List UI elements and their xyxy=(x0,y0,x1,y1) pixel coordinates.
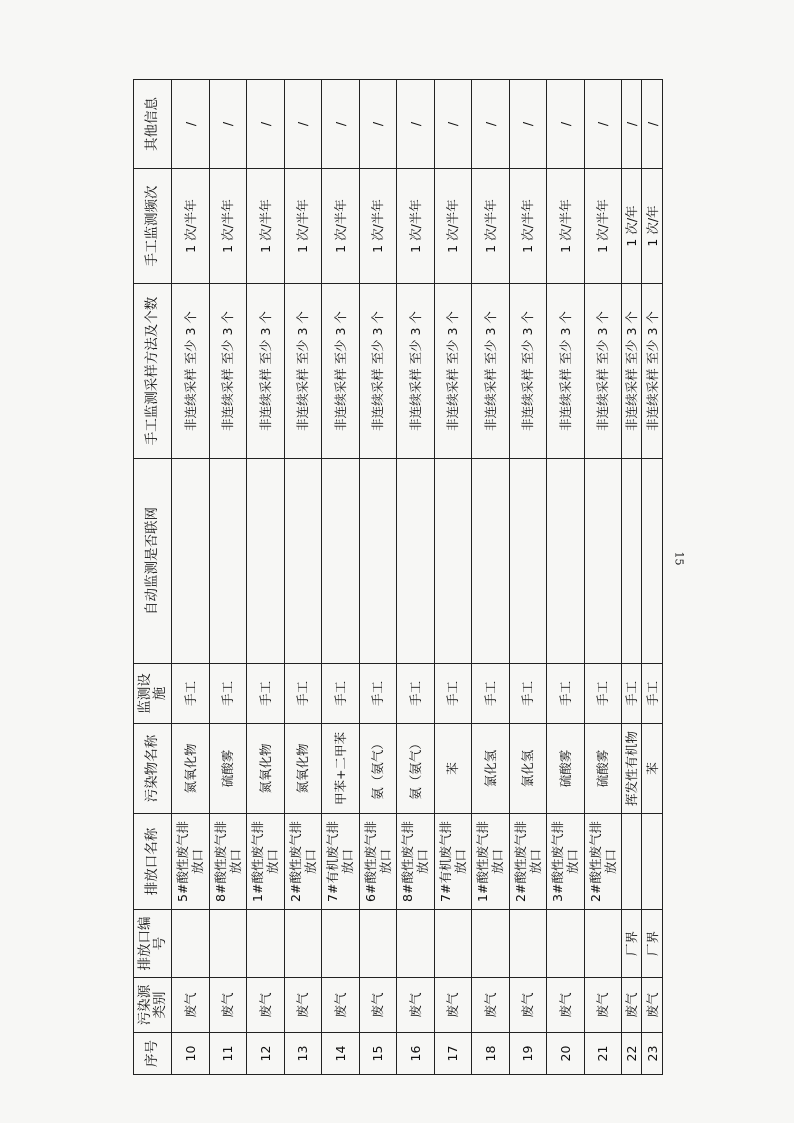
table-row xyxy=(247,80,285,1075)
other-info-cell: / xyxy=(247,80,285,169)
sampling-cell: 非连续采样 至少 3 个 xyxy=(209,284,247,459)
outlet-name-cell: 1#酸性废气排放口 xyxy=(472,814,510,910)
frequency-cell: 1 次/年 xyxy=(642,169,663,284)
sampling-cell: 非连续采样 至少 3 个 xyxy=(247,284,285,459)
pollutant-cell: 氯化氢 xyxy=(472,724,510,814)
row-number-cell: 18 xyxy=(472,1033,510,1075)
outlet-name-cell xyxy=(642,814,663,910)
frequency-cell: 1 次/半年 xyxy=(322,169,360,284)
outlet-name-cell: 6#酸性废气排放口 xyxy=(359,814,397,910)
row-number-cell: 11 xyxy=(209,1033,247,1075)
facility-cell: 手工 xyxy=(172,664,210,724)
category-cell: 废气 xyxy=(584,978,622,1033)
outlet-code-cell xyxy=(472,910,510,978)
frequency-cell: 1 次/半年 xyxy=(209,169,247,284)
table-row xyxy=(284,80,322,1075)
auto-network-cell xyxy=(584,459,622,664)
header-cell: 手工监测频次 xyxy=(134,169,172,284)
category-cell: 废气 xyxy=(472,978,510,1033)
outlet-code-cell xyxy=(584,910,622,978)
category-cell: 废气 xyxy=(622,978,642,1033)
category-cell: 废气 xyxy=(247,978,285,1033)
facility-cell: 手工 xyxy=(247,664,285,724)
auto-network-cell xyxy=(284,459,322,664)
facility-cell: 手工 xyxy=(322,664,360,724)
facility-cell: 手工 xyxy=(209,664,247,724)
table-row xyxy=(322,80,360,1075)
auto-network-cell xyxy=(509,459,547,664)
outlet-code-cell xyxy=(284,910,322,978)
row-number-cell: 10 xyxy=(172,1033,210,1075)
row-number-cell: 15 xyxy=(359,1033,397,1075)
pollutant-cell: 苯 xyxy=(434,724,472,814)
frequency-cell: 1 次/半年 xyxy=(284,169,322,284)
sampling-cell: 非连续采样 至少 3 个 xyxy=(359,284,397,459)
category-cell: 废气 xyxy=(547,978,585,1033)
category-cell: 废气 xyxy=(209,978,247,1033)
auto-network-cell xyxy=(434,459,472,664)
row-number-cell: 19 xyxy=(509,1033,547,1075)
table-row xyxy=(547,80,585,1075)
pollutant-cell: 苯 xyxy=(642,724,663,814)
sampling-cell: 非连续采样 至少 3 个 xyxy=(397,284,435,459)
auto-network-cell xyxy=(642,459,663,664)
pollutant-cell: 硫酸雾 xyxy=(209,724,247,814)
page-number: 15 xyxy=(672,551,686,566)
sampling-cell: 非连续采样 至少 3 个 xyxy=(434,284,472,459)
other-info-cell: / xyxy=(434,80,472,169)
auto-network-cell xyxy=(209,459,247,664)
facility-cell: 手工 xyxy=(284,664,322,724)
sampling-cell: 非连续采样 至少 3 个 xyxy=(472,284,510,459)
outlet-name-cell: 3#酸性废气排放口 xyxy=(547,814,585,910)
table-row xyxy=(209,80,247,1075)
row-number-cell: 23 xyxy=(642,1033,663,1075)
frequency-cell: 1 次/半年 xyxy=(509,169,547,284)
table-row xyxy=(622,80,642,1075)
header-cell: 污染物名称 xyxy=(134,724,172,814)
row-number-cell: 14 xyxy=(322,1033,360,1075)
auto-network-cell xyxy=(359,459,397,664)
outlet-code-cell xyxy=(397,910,435,978)
header-cell: 手工监测采样方法及个数 xyxy=(134,284,172,459)
outlet-code-cell xyxy=(322,910,360,978)
auto-network-cell xyxy=(622,459,642,664)
pollutant-cell: 氯化氢 xyxy=(509,724,547,814)
pollutant-cell: 氮氧化物 xyxy=(172,724,210,814)
frequency-cell: 1 次/半年 xyxy=(584,169,622,284)
rotated-table-container xyxy=(133,80,663,1075)
other-info-cell: / xyxy=(547,80,585,169)
outlet-name-cell: 2#酸性废气排放口 xyxy=(509,814,547,910)
outlet-name-cell: 8#酸性废气排放口 xyxy=(209,814,247,910)
other-info-cell: / xyxy=(472,80,510,169)
row-number-cell: 22 xyxy=(622,1033,642,1075)
other-info-cell: / xyxy=(284,80,322,169)
table-row xyxy=(584,80,622,1075)
frequency-cell: 1 次/半年 xyxy=(434,169,472,284)
row-number-cell: 20 xyxy=(547,1033,585,1075)
outlet-name-cell: 2#酸性废气排放口 xyxy=(584,814,622,910)
other-info-cell: / xyxy=(622,80,642,169)
category-cell: 废气 xyxy=(322,978,360,1033)
outlet-code-cell xyxy=(509,910,547,978)
facility-cell: 手工 xyxy=(584,664,622,724)
other-info-cell: / xyxy=(359,80,397,169)
header-cell: 其他信息 xyxy=(134,80,172,169)
outlet-name-cell: 7#有机废气排放口 xyxy=(434,814,472,910)
frequency-cell: 1 次/年 xyxy=(622,169,642,284)
frequency-cell: 1 次/半年 xyxy=(547,169,585,284)
outlet-name-cell: 2#酸性废气排放口 xyxy=(284,814,322,910)
header-cell: 污染源类别 xyxy=(134,978,172,1033)
table-row xyxy=(472,80,510,1075)
auto-network-cell xyxy=(322,459,360,664)
monitoring-table xyxy=(133,79,663,1075)
pollutant-cell: 硫酸雾 xyxy=(584,724,622,814)
other-info-cell: / xyxy=(322,80,360,169)
category-cell: 废气 xyxy=(397,978,435,1033)
category-cell: 废气 xyxy=(284,978,322,1033)
table-row xyxy=(434,80,472,1075)
table-row xyxy=(359,80,397,1075)
facility-cell: 手工 xyxy=(472,664,510,724)
other-info-cell: / xyxy=(509,80,547,169)
facility-cell: 手工 xyxy=(509,664,547,724)
outlet-name-cell: 5#酸性废气排放口 xyxy=(172,814,210,910)
row-number-cell: 17 xyxy=(434,1033,472,1075)
row-number-cell: 16 xyxy=(397,1033,435,1075)
outlet-code-cell xyxy=(434,910,472,978)
auto-network-cell xyxy=(247,459,285,664)
sampling-cell: 非连续采样 至少 3 个 xyxy=(322,284,360,459)
category-cell: 废气 xyxy=(359,978,397,1033)
outlet-code-cell: 厂界 xyxy=(622,910,642,978)
table-row xyxy=(397,80,435,1075)
pollutant-cell: 氨（氨气） xyxy=(359,724,397,814)
pollutant-cell: 甲苯+二甲苯 xyxy=(322,724,360,814)
rotated-table-frame xyxy=(133,80,663,1075)
outlet-name-cell xyxy=(622,814,642,910)
row-number-cell: 13 xyxy=(284,1033,322,1075)
sampling-cell: 非连续采样 至少 3 个 xyxy=(584,284,622,459)
pollutant-cell: 氮氧化物 xyxy=(284,724,322,814)
auto-network-cell xyxy=(472,459,510,664)
table-row xyxy=(172,80,210,1075)
outlet-code-cell xyxy=(172,910,210,978)
frequency-cell: 1 次/半年 xyxy=(397,169,435,284)
table-row xyxy=(642,80,663,1075)
outlet-code-cell xyxy=(247,910,285,978)
category-cell: 废气 xyxy=(172,978,210,1033)
pollutant-cell: 氨（氨气） xyxy=(397,724,435,814)
outlet-code-cell xyxy=(547,910,585,978)
pollutant-cell: 挥发性有机物 xyxy=(622,724,642,814)
header-cell: 排放口名称 xyxy=(134,814,172,910)
facility-cell: 手工 xyxy=(434,664,472,724)
auto-network-cell xyxy=(397,459,435,664)
category-cell: 废气 xyxy=(642,978,663,1033)
outlet-code-cell: 厂界 xyxy=(642,910,663,978)
header-cell: 排放口编号 xyxy=(134,910,172,978)
other-info-cell: / xyxy=(397,80,435,169)
outlet-name-cell: 1#酸性废气排放口 xyxy=(247,814,285,910)
outlet-code-cell xyxy=(209,910,247,978)
other-info-cell: / xyxy=(172,80,210,169)
outlet-name-cell: 7#有机废气排放口 xyxy=(322,814,360,910)
facility-cell: 手工 xyxy=(622,664,642,724)
facility-cell: 手工 xyxy=(642,664,663,724)
auto-network-cell xyxy=(172,459,210,664)
sampling-cell: 非连续采样 至少 3 个 xyxy=(284,284,322,459)
outlet-code-cell xyxy=(359,910,397,978)
frequency-cell: 1 次/半年 xyxy=(247,169,285,284)
sampling-cell: 非连续采样 至少 3 个 xyxy=(172,284,210,459)
table-body xyxy=(172,80,663,1075)
category-cell: 废气 xyxy=(509,978,547,1033)
frequency-cell: 1 次/半年 xyxy=(172,169,210,284)
facility-cell: 手工 xyxy=(547,664,585,724)
table-row xyxy=(509,80,547,1075)
pollutant-cell: 氮氧化物 xyxy=(247,724,285,814)
outlet-name-cell: 8#酸性废气排放口 xyxy=(397,814,435,910)
header-cell: 序号 xyxy=(134,1033,172,1075)
sampling-cell: 非连续采样 至少 3 个 xyxy=(622,284,642,459)
table-header-row xyxy=(134,80,172,1075)
category-cell: 废气 xyxy=(434,978,472,1033)
sampling-cell: 非连续采样 至少 3 个 xyxy=(547,284,585,459)
row-number-cell: 12 xyxy=(247,1033,285,1075)
facility-cell: 手工 xyxy=(397,664,435,724)
auto-network-cell xyxy=(547,459,585,664)
other-info-cell: / xyxy=(209,80,247,169)
sampling-cell: 非连续采样 至少 3 个 xyxy=(509,284,547,459)
other-info-cell: / xyxy=(584,80,622,169)
frequency-cell: 1 次/半年 xyxy=(359,169,397,284)
header-cell: 监测设施 xyxy=(134,664,172,724)
facility-cell: 手工 xyxy=(359,664,397,724)
sampling-cell: 非连续采样 至少 3 个 xyxy=(642,284,663,459)
row-number-cell: 21 xyxy=(584,1033,622,1075)
header-cell: 自动监测是否联网 xyxy=(134,459,172,664)
frequency-cell: 1 次/半年 xyxy=(472,169,510,284)
other-info-cell: / xyxy=(642,80,663,169)
pollutant-cell: 硫酸雾 xyxy=(547,724,585,814)
